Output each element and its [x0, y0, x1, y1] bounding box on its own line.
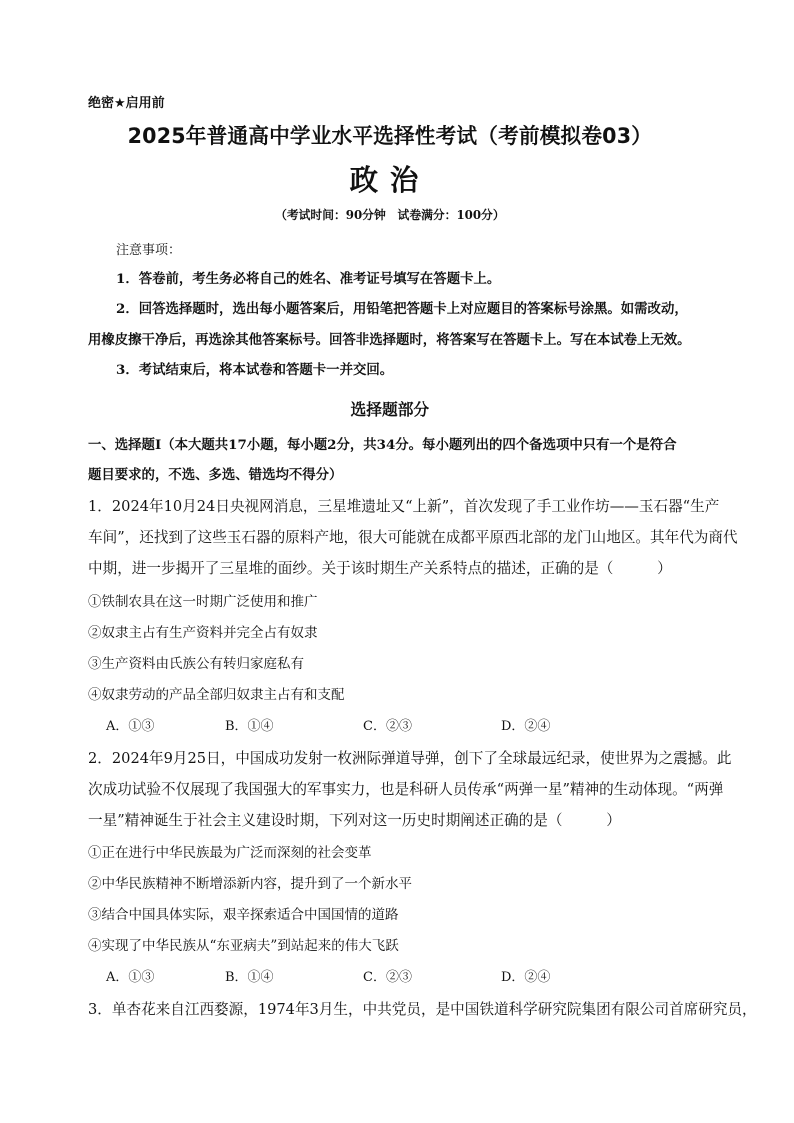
part1-instructions-line-1: 一、选择题Ⅰ（本大题共17小题，每小题2分，共34分。每小题列出的四个备选项中只有一个是符合 — [88, 437, 677, 453]
q2-choice-c: C．②③ — [363, 970, 412, 985]
q2-stem-line-3: 一星”精神诞生于社会主义建设时期，下列对这一历史时期阐述正确的是（ ） — [88, 812, 621, 829]
q1-statement-1: ①铁制农具在这一时期广泛使用和推广 — [88, 594, 318, 610]
section-title: 选择题部分 — [350, 400, 430, 419]
q1-stem-line-3: 中期，进一步揭开了三星堆的面纱。关于该时期生产关系特点的描述，正确的是（ ） — [88, 560, 672, 577]
q1-choice-d: D．②④ — [501, 719, 551, 734]
q1-stem-line-1: 1．2024年10月24日央视网消息，三星堆遗址又“上新”，首次发现了手工业作坊——玉石器“生产 — [88, 498, 720, 515]
q2-choice-d: D．②④ — [501, 970, 551, 985]
q2-statement-3: ③结合中国具体实际，艰辛探索适合中国国情的道路 — [88, 907, 399, 923]
exam-info: （考试时间：90分钟 试卷满分：100分） — [275, 208, 505, 222]
q2-choice-a: A．①③ — [106, 970, 155, 985]
q2-stem-line-1: 2．2024年9月25日，中国成功发射一枚洲际弹道导弹，创下了全球最远纪录，使世界为之震撼。此 — [88, 750, 732, 767]
notice-item-1: 1．答卷前，考生务必将自己的姓名、准考证号填写在答题卡上。 — [116, 271, 501, 287]
notice-item-2-line-2: 用橡皮擦干净后，再选涂其他答案标号。回答非选择题时，将答案写在答题卡上。写在本试卷上无效。 — [88, 332, 691, 348]
q1-choice-b: B．①④ — [225, 719, 274, 734]
q3-stem-line-1: 3．单杏花来自江西婺源，1974年3月生，中共党员，是中国铁道科学研究院集团有限公司首席研究员， — [88, 1001, 757, 1018]
q2-choice-b: B．①④ — [225, 970, 274, 985]
q2-statement-1: ①正在进行中华民族最为广泛而深刻的社会变革 — [88, 845, 372, 861]
part1-instructions-line-2: 题目要求的，不选、多选、错选均不得分） — [88, 467, 343, 483]
notice-item-3: 3．考试结束后，将本试卷和答题卡一并交回。 — [116, 362, 394, 378]
confidential-label: 绝密★启用前 — [88, 96, 165, 111]
q2-statement-2: ②中华民族精神不断增添新内容，提升到了一个新水平 — [88, 876, 412, 892]
q1-statement-2: ②奴隶主占有生产资料并完全占有奴隶 — [88, 625, 318, 641]
q1-stem-line-2: 车间”，还找到了这些玉石器的原料产地，很大可能就在成都平原西北部的龙门山地区。其年代为商代 — [88, 529, 738, 546]
q1-choice-c: C．②③ — [363, 719, 412, 734]
q2-statement-4: ④实现了中华民族从“东亚病夫”到站起来的伟大飞跃 — [88, 938, 399, 954]
q1-statement-3: ③生产资料由氏族公有转归家庭私有 — [88, 656, 304, 672]
exam-title: 2025年普通高中学业水平选择性考试（考前模拟卷03） — [127, 124, 653, 148]
q1-choice-a: A．①③ — [106, 719, 155, 734]
notice-item-2-line-1: 2．回答选择题时，选出每小题答案后，用铅笔把答题卡上对应题目的答案标号涂黑。如需改动， — [116, 301, 688, 317]
notice-heading: 注意事项： — [116, 243, 182, 258]
q1-statement-4: ④奴隶劳动的产品全部归奴隶主占有和支配 — [88, 687, 345, 703]
q2-stem-line-2: 次成功试验不仅展现了我国强大的军事实力，也是科研人员传承“两弹一星”精神的生动体现。“两弹 — [88, 781, 724, 798]
subject-title: 政治 — [349, 163, 431, 197]
